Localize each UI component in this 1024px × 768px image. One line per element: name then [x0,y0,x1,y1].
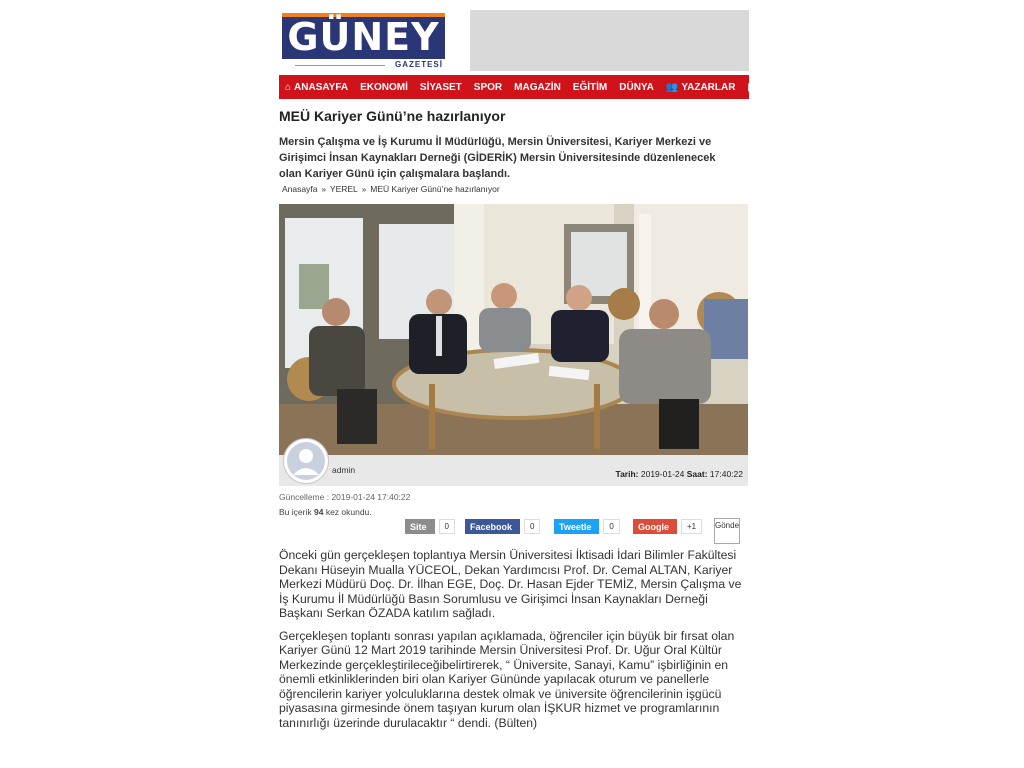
updated-datetime: Güncelleme : 2019-01-24 17:40:22 [279,492,411,502]
breadcrumb-separator-icon: » [321,185,326,194]
nav-label: SİYASET [419,81,462,93]
nav-label: ANASAYFA [294,81,349,93]
publish-date: 2019-01-24 [640,469,685,479]
nav-item-magazin[interactable] [508,75,567,99]
user-avatar-icon [284,439,328,483]
article-paragraph: Gerçekleşen toplantı sonrası yapılan açıklamada, öğrenciler için büyük bir fırsat olan Kariyer Günü 12 Mart 2019 tarihinde Mersin Üniversitesi Prof. Dr. Uğur Oral Kültür Merkezinde gerçekleştirileceğibelirtirerek, “ Üniversite, Sanayi, Kamu” işbirliğinin en önemli etkinliklerinden biri olan Kariyer Gününde yapılacak oturum ve panellerle öğrencilerin kariyer yolculuklarına destek olmak ve üniversite öğrencilerinin işgücü piyasasına girmesinde önem taşıyan kurum olan İŞKUR hizmet ve programlarının tanınırlığı üzerinde durulacaktır “ dendi. (Bülten) [279,628,735,730]
author-name[interactable]: admin [332,465,356,475]
breadcrumb-separator-icon: » [361,185,367,194]
share-google-button[interactable]: Google [633,519,677,534]
share-site[interactable] [405,519,455,534]
read-count-prefix: Bu içerik [279,507,312,517]
article-title: MEÜ Kariyer Günü’ne hazırlanıyor [279,108,506,124]
nav-item-anasayfa[interactable] [279,75,354,99]
nav-item-spor[interactable] [468,75,508,99]
share-facebook-button[interactable]: Facebook [465,519,520,534]
breadcrumb [282,184,500,194]
article-paragraph: Önceki gün gerçekleşen toplantıya Mersin Üniversitesi İktisadi İdari Bilimler Fakültesi Dekanı Hüseyin Mualla YÜCEOL, Dekan Yardımcısı Prof. Dr. Cemal ALTAN, Kariyer Merkezi Müdürü Doç. Dr. İlhan EGE, Doç. Dr. Hasan Ejder TEMİZ, Mersin Çalışma ve İş Kurumu İl Müdürlüğü Basın Sorumlusu ve Girişimci İnsan Kaynakları Derneği Başkanı Serkan ÖZADA katılım sağladı. [279,548,742,620]
logo-subtitle: GAZETESİ [394,60,443,69]
nav-item-egitim[interactable] [567,75,613,99]
nav-label: YAZARLAR [681,81,736,93]
article-summary: Mersin Çalışma ve İş Kurumu İl Müdürlüğü, Mersin Üniversitesi, Kariyer Merkezi ve Girişimci İnsan Kaynakları Derneği (GİDERİK) Mersin Üniversitesinde düzenlenecek olan Kariyer Günü için çalışmalara başlandı. [279,136,716,180]
share-google-count: +1 [681,519,702,534]
site-logo[interactable] [282,13,445,69]
share-twitter-button[interactable]: Tweetle [554,519,599,534]
nav-label: SPOR [473,81,503,93]
meeting-photo-illustration [279,204,748,455]
ad-banner[interactable] [470,10,749,71]
read-count-value: 94 [313,507,324,517]
article-photo [279,204,748,455]
breadcrumb-category[interactable]: YEREL [329,184,358,194]
breadcrumb-current: MEÜ Kariyer Günü’ne hazırlanıyor [370,184,500,194]
logo-word: GÜNEY [287,15,440,59]
nav-label: EĞİTİM [572,81,608,93]
nav-item-galeri[interactable] [741,75,780,99]
nav-label: EKONOMİ [360,81,408,93]
author-avatar[interactable] [283,438,329,484]
home-icon: ⌂ [285,81,292,93]
users-icon: 👥 [665,81,679,93]
nav-item-yazarlar[interactable] [660,75,742,99]
share-facebook[interactable] [465,519,540,534]
send-button[interactable]: Gönde [714,518,740,544]
nav-item-siyaset[interactable] [414,75,468,99]
date-label: Tarih: [615,469,639,479]
share-facebook-count: 0 [524,519,540,534]
share-twitter-count: 0 [603,519,619,534]
nav-label: MAGAZİN [514,81,561,93]
publish-time: 17:40:22 [709,469,743,479]
nav-label: DÜNYA [619,81,654,93]
publish-datetime [616,469,743,479]
time-label: Saat: [686,469,708,479]
share-twitter[interactable] [554,519,620,534]
article-body [279,548,747,738]
read-count-suffix: kez okundu. [325,507,372,517]
image-icon: ▣ [747,81,757,93]
nav-item-dunya[interactable] [613,75,660,99]
share-site-button[interactable]: Site [405,519,435,534]
share-google[interactable] [633,519,702,534]
share-site-count: 0 [439,519,455,534]
breadcrumb-home[interactable]: Anasayfa [282,184,318,194]
main-nav [279,75,775,99]
nav-item-ekonomi[interactable] [354,75,414,99]
nav-label: GA [759,81,775,93]
read-count [279,507,372,517]
